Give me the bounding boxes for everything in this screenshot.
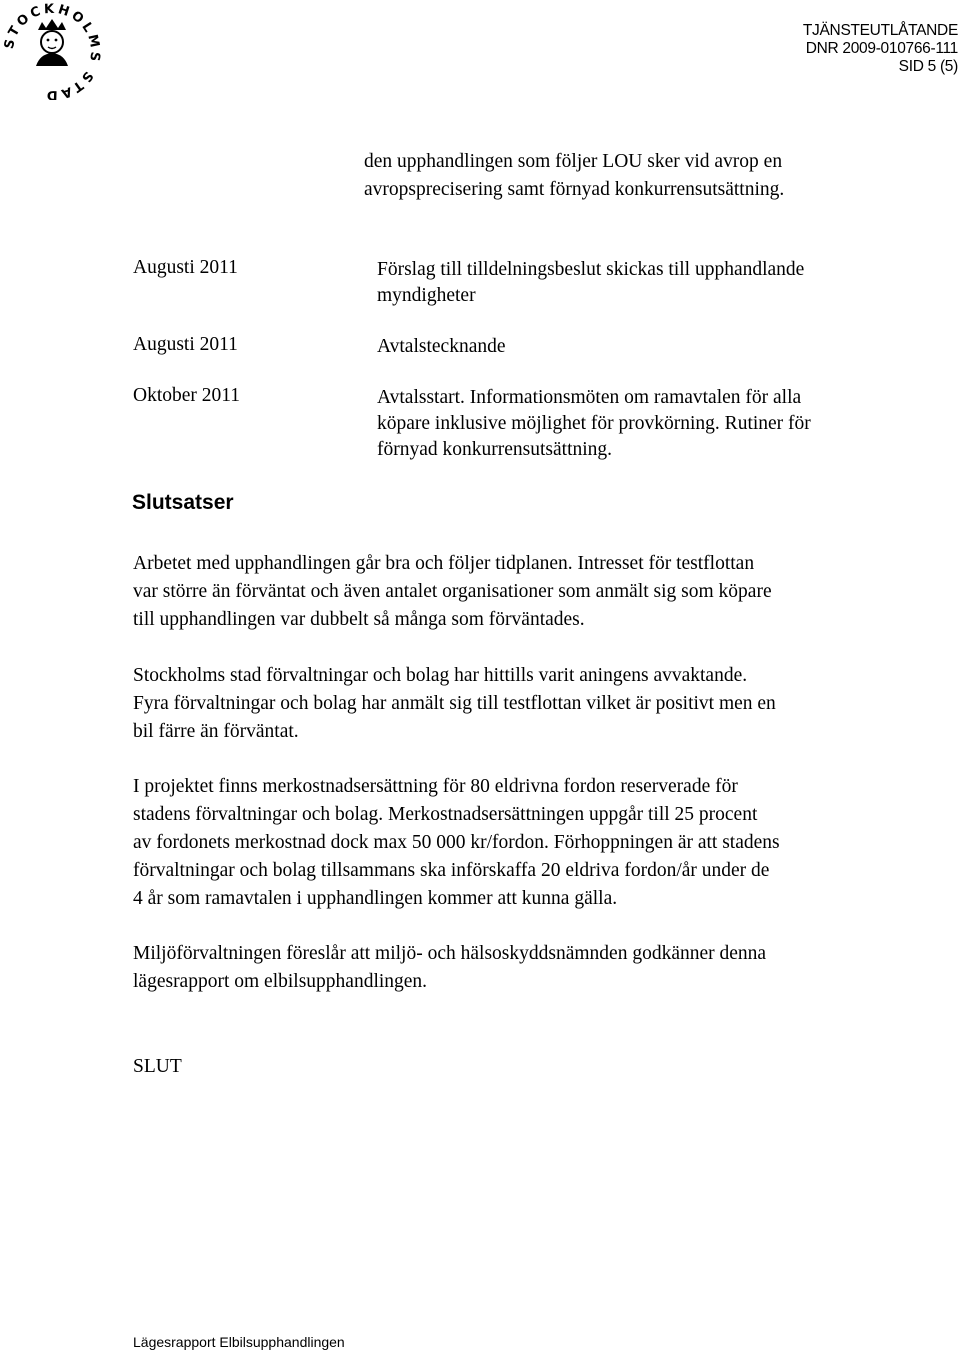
text-line: bil färre än förväntat. [133, 721, 299, 742]
text-line: den upphandlingen som följer LOU sker vid avrop en [364, 151, 783, 172]
document-type: TJÄNSTEUTLÅTANDE [802, 22, 958, 39]
text-line: var större än förväntat och även antalet organisationer som anmält sig som köpare [133, 581, 772, 602]
text-line: Förslag till tilldelningsbeslut skickas till upphandlande [377, 259, 805, 280]
timeline-description [377, 334, 506, 360]
text-line: Miljöförvaltningen föreslår att miljö- och hälsoskyddsnämnden godkänner denna [133, 943, 767, 964]
page-number: SID 5 (5) [898, 58, 958, 75]
document-number: DNR 2009-010766-111 [805, 40, 958, 57]
text-line: förnyad konkurrensutsättning. [377, 439, 613, 460]
text-line: Avtalsstart. Informationsmöten om ramavtalen för alla [377, 387, 802, 408]
body-paragraph [133, 550, 772, 634]
body-paragraph [133, 662, 776, 746]
text-line: Fyra förvaltningar och bolag har anmält sig till testflottan vilket är positivt men en [133, 693, 776, 714]
text-line: avropsprecisering samt förnyad konkurrensutsättning. [364, 179, 785, 200]
intro-paragraph [364, 148, 784, 204]
text-line: 4 år som ramavtalen i upphandlingen kommer att kunna gälla. [133, 888, 618, 909]
timeline-date: Oktober 2011 [133, 385, 241, 406]
text-line: förvaltningar och bolag tillsammans ska införskaffa 20 eldriva fordon/år under de [133, 860, 770, 881]
stockholm-city-logo [0, 0, 104, 100]
timeline-date: Augusti 2011 [133, 257, 238, 278]
text-line: myndigheter [377, 285, 476, 306]
text-line: lägesrapport om elbilsupphandlingen. [133, 971, 428, 992]
text-line: I projektet finns merkostnadsersättning för 80 eldrivna fordon reserverade för [133, 776, 738, 797]
svg-text:STOCKHOLMS STAD: STOCKHOLMS STAD [1, 1, 103, 100]
text-line: av fordonets merkostnad dock max 50 000 kr/fordon. Förhoppningen är att stadens [133, 832, 780, 853]
closing-text: SLUT [133, 1056, 182, 1077]
text-line: till upphandlingen var dubbelt så många som förväntades. [133, 609, 585, 630]
timeline-description [377, 257, 804, 309]
footer-text: Lägesrapport Elbilsupphandlingen [133, 1334, 345, 1350]
text-line: köpare inklusive möjlighet för provkörning. Rutiner för [377, 413, 811, 434]
timeline-date: Augusti 2011 [133, 334, 238, 355]
text-line: Arbetet med upphandlingen går bra och följer tidplanen. Intresset för testflottan [133, 553, 755, 574]
section-heading: Slutsatser [132, 491, 234, 514]
text-line: Avtalstecknande [377, 336, 506, 357]
text-line: Stockholms stad förvaltningar och bolag har hittills varit aningens avvaktande. [133, 665, 748, 686]
text-line: stadens förvaltningar och bolag. Merkostnadsersättningen uppgår till 25 procent [133, 804, 758, 825]
body-paragraph [133, 773, 780, 913]
body-paragraph [133, 940, 766, 996]
document-header [803, 22, 958, 76]
timeline-description [377, 385, 811, 463]
